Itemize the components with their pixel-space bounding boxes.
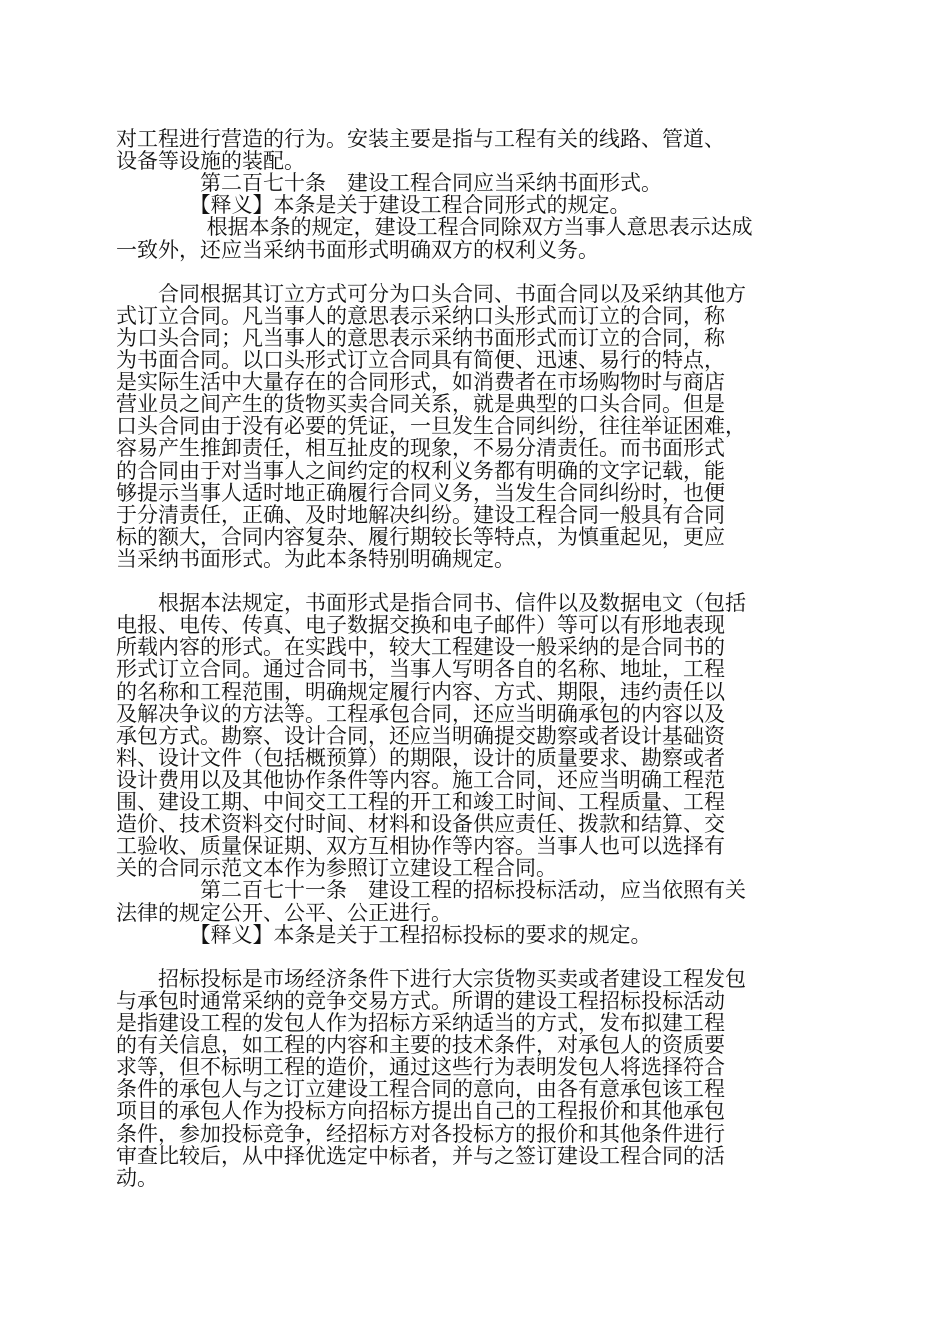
text-line: 所载内容的形式。在实践中，较大工程建设一般采纳的是合同书的 <box>116 635 725 660</box>
text-line: 一致外，还应当采纳书面形式明确双方的权利义务。 <box>116 237 599 262</box>
text-line: 第二百七十一条 建设工程的招标投标活动，应当依照有关 <box>116 878 746 903</box>
text-line: 是实际生活中大量存在的合同形式，如消费者在市场购物时与商店 <box>116 370 725 395</box>
text-line: 电报、电传、传真、电子数据交换和电子邮件）等可以有形地表现 <box>116 613 725 638</box>
text-line: 是指建设工程的发包人作为招标方采纳适当的方式，发布拟建工程 <box>116 1011 725 1035</box>
text-line: 动。 <box>116 1165 158 1190</box>
text-line: 为书面合同。以口头形式订立合同具有简便、迅速、易行的特点， <box>116 348 725 372</box>
text-line: 设备等设施的装配。 <box>116 149 305 174</box>
text-line: 容易产生推卸责任，相互扯皮的现象，不易分清责任。而书面形式 <box>116 436 725 461</box>
text-line: 合同根据其订立方式可分为口头合同、书面合同以及采纳其他方 <box>116 281 746 306</box>
text-line: 料、设计文件（包括概预算）的期限，设计的质量要求、勘察或者 <box>116 745 725 770</box>
text-line: 口头合同由于没有必要的凭证，一旦发生合同纠纷，往往举证困难， <box>116 414 746 439</box>
text-line: 求等，但不标明工程的造价，通过这些行为表明发包人将选择符合 <box>116 1055 725 1080</box>
text-line: 审查比较后，从中择优选定中标者，并与之签订建设工程合同的活 <box>116 1143 725 1168</box>
text-line: 根据本条的规定，建设工程合同除双方当事人意思表示达成 <box>116 215 753 240</box>
text-line: 营业员之间产生的货物买卖合同关系，就是典型的口头合同。但是 <box>116 392 725 417</box>
text-line: 为口头合同；凡当事人的意思表示采纳书面形式而订立的合同，称 <box>116 325 725 350</box>
text-line: 关的合同示范文本作为参照订立建设工程合同。 <box>116 856 557 881</box>
text-line: 的有关信息，如工程的内容和主要的技术条件，对承包人的资质要 <box>116 1033 725 1058</box>
text-line: 围、建设工期、中间交工工程的开工和竣工时间、工程质量、工程 <box>116 790 725 814</box>
text-line: 第二百七十条 建设工程合同应当采纳书面形式。 <box>116 171 662 196</box>
text-line: 标的额大，合同内容复杂、履行期较长等特点，为慎重起见，更应 <box>116 524 725 549</box>
text-line: 式订立合同。凡当事人的意思表示采纳口头形式而订立的合同，称 <box>116 303 725 328</box>
text-line: 设计费用以及其他协作条件等内容。施工合同，还应当明确工程范 <box>116 767 725 792</box>
text-line: 条件的承包人与之订立建设工程合同的意向，由各有意承包该工程 <box>116 1077 725 1102</box>
text-line: 的名称和工程范围，明确规定履行内容、方式、期限，违约责任以 <box>116 679 725 704</box>
text-line: 的合同由于对当事人之间约定的权利义务都有明确的文字记载，能 <box>116 458 725 483</box>
text-line: 根据本法规定，书面形式是指合同书、信件以及数据电文（包括 <box>116 591 746 616</box>
text-line: 于分清责任，正确、及时地解决纠纷。建设工程合同一般具有合同 <box>116 502 725 527</box>
text-line: 与承包时通常采纳的竞争交易方式。所谓的建设工程招标投标活动 <box>116 988 725 1013</box>
text-line: 工验收、质量保证期、双方互相协作等内容。当事人也可以选择有 <box>116 834 725 859</box>
text-line: 当采纳书面形式。为此本条特别明确规定。 <box>116 546 515 571</box>
text-line: 条件，参加投标竞争，经招标方对各投标方的报价和其他条件进行 <box>116 1121 725 1146</box>
text-line: 及解决争议的方法等。工程承包合同，还应当明确承包的内容以及 <box>116 701 725 726</box>
text-line: 项目的承包人作为投标方向招标方提出自己的工程报价和其他承包 <box>116 1099 725 1124</box>
text-line: 形式订立合同。通过合同书，当事人写明各自的名称、地址，工程 <box>116 657 725 682</box>
text-line: 够提示当事人适时地正确履行合同义务，当发生合同纠纷时，也便 <box>116 480 725 505</box>
text-line: 招标投标是市场经济条件下进行大宗货物买卖或者建设工程发包 <box>116 966 746 991</box>
text-line: 对工程进行营造的行为。安装主要是指与工程有关的线路、管道、 <box>116 127 725 151</box>
text-line: 法律的规定公开、公平、公正进行。 <box>116 900 452 925</box>
text-line: 承包方式。勘察、设计合同，还应当明确提交勘察或者设计基础资 <box>116 723 725 748</box>
text-line: 造价、技术资料交付时间、材料和设备供应责任、拨款和结算、交 <box>116 812 725 837</box>
text-line: 【释义】本条是关于建设工程合同形式的规定。 <box>116 193 631 218</box>
text-line: 【释义】本条是关于工程招标投标的要求的规定。 <box>116 922 652 947</box>
